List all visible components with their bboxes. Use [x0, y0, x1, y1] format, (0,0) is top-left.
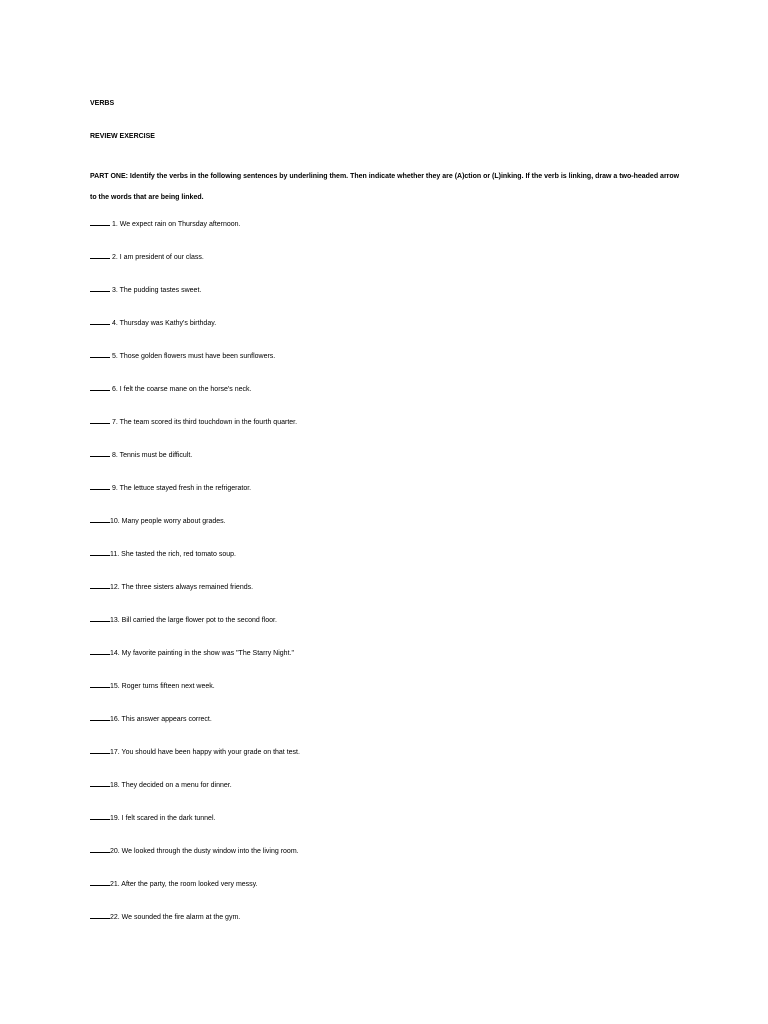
- answer-blank[interactable]: [90, 481, 110, 490]
- list-item: [90, 613, 300, 646]
- item-number: 9.: [110, 485, 118, 492]
- item-number: 12.: [110, 584, 120, 591]
- item-number: 2.: [110, 254, 118, 261]
- answer-blank[interactable]: [90, 448, 110, 457]
- item-sentence: My favorite painting in the show was "The Starry Night.": [119, 650, 294, 657]
- answer-blank[interactable]: [90, 514, 110, 523]
- item-number: 17.: [110, 749, 120, 756]
- item-sentence: After the party, the room looked very messy.: [119, 881, 258, 888]
- list-item: [90, 514, 300, 547]
- answer-blank[interactable]: [90, 613, 110, 622]
- item-sentence: I am president of our class.: [117, 254, 204, 261]
- list-item: [90, 712, 300, 745]
- item-number: 4.: [110, 320, 118, 327]
- item-number: 20.: [110, 848, 120, 855]
- item-sentence: We sounded the fire alarm at the gym.: [119, 914, 241, 921]
- item-sentence: I felt the coarse mane on the horse's neck.: [117, 386, 252, 393]
- item-number: 8.: [110, 452, 118, 459]
- answer-blank[interactable]: [90, 349, 110, 358]
- item-sentence: The pudding tastes sweet.: [117, 287, 202, 294]
- document-subtitle: REVIEW EXERCISE: [90, 133, 155, 140]
- list-item: [90, 250, 300, 283]
- item-number: 14.: [110, 650, 120, 657]
- list-item: [90, 811, 300, 844]
- exercise-list: [90, 217, 300, 943]
- item-number: 7.: [110, 419, 118, 426]
- answer-blank[interactable]: [90, 646, 110, 655]
- item-number: 15.: [110, 683, 120, 690]
- item-number: 13.: [110, 617, 120, 624]
- item-sentence: The three sisters always remained friends.: [119, 584, 254, 591]
- answer-blank[interactable]: [90, 217, 110, 226]
- item-sentence: I felt scared in the dark tunnel.: [119, 815, 216, 822]
- answer-blank[interactable]: [90, 316, 110, 325]
- answer-blank[interactable]: [90, 382, 110, 391]
- answer-blank[interactable]: [90, 778, 110, 787]
- list-item: [90, 481, 300, 514]
- answer-blank[interactable]: [90, 811, 110, 820]
- answer-blank[interactable]: [90, 547, 110, 556]
- list-item: [90, 877, 300, 910]
- answer-blank[interactable]: [90, 250, 110, 259]
- item-number: 18.: [110, 782, 120, 789]
- answer-blank[interactable]: [90, 910, 110, 919]
- list-item: [90, 382, 300, 415]
- item-number: 6.: [110, 386, 118, 393]
- list-item: [90, 283, 300, 316]
- answer-blank[interactable]: [90, 415, 110, 424]
- answer-blank[interactable]: [90, 745, 110, 754]
- list-item: [90, 316, 300, 349]
- list-item: [90, 745, 300, 778]
- list-item: [90, 547, 300, 580]
- list-item: [90, 679, 300, 712]
- item-sentence: They decided on a menu for dinner.: [119, 782, 232, 789]
- item-number: 22.: [110, 914, 120, 921]
- item-number: 16.: [110, 716, 120, 723]
- list-item: [90, 580, 300, 613]
- item-number: 5.: [110, 353, 118, 360]
- item-sentence: Tennis must be difficult.: [117, 452, 193, 459]
- item-number: 11.: [110, 551, 120, 558]
- item-sentence: We expect rain on Thursday afternoon.: [117, 221, 241, 228]
- item-sentence: Bill carried the large flower pot to the second floor.: [119, 617, 277, 624]
- item-number: 1.: [110, 221, 118, 228]
- list-item: [90, 349, 300, 382]
- answer-blank[interactable]: [90, 283, 110, 292]
- item-number: 10.: [110, 518, 120, 525]
- item-sentence: Those golden flowers must have been sunflowers.: [117, 353, 276, 360]
- item-sentence: The team scored its third touchdown in the fourth quarter.: [117, 419, 298, 426]
- item-number: 3.: [110, 287, 118, 294]
- list-item: [90, 217, 300, 250]
- document-title: VERBS: [90, 100, 115, 107]
- item-sentence: You should have been happy with your grade on that test.: [119, 749, 300, 756]
- answer-blank[interactable]: [90, 580, 110, 589]
- item-sentence: The lettuce stayed fresh in the refrigerator.: [117, 485, 252, 492]
- list-item: [90, 910, 300, 943]
- list-item: [90, 778, 300, 811]
- item-sentence: Many people worry about grades.: [119, 518, 226, 525]
- list-item: [90, 448, 300, 481]
- item-number: 19.: [110, 815, 120, 822]
- answer-blank[interactable]: [90, 877, 110, 886]
- list-item: [90, 646, 300, 679]
- answer-blank[interactable]: [90, 712, 110, 721]
- item-sentence: We looked through the dusty window into the living room.: [119, 848, 299, 855]
- item-number: 21.: [110, 881, 120, 888]
- item-sentence: Roger turns fifteen next week.: [119, 683, 215, 690]
- part-one-instructions: PART ONE: Identify the verbs in the following sentences by underlining them. Then indicate whether they are (A)ction or (L)inking. If the verb is linking, draw a two-headed arrow to the words that are being linked.: [90, 173, 680, 201]
- item-sentence: She tasted the rich, red tomato soup.: [119, 551, 236, 558]
- answer-blank[interactable]: [90, 679, 110, 688]
- list-item: [90, 415, 300, 448]
- item-sentence: Thursday was Kathy's birthday.: [117, 320, 217, 327]
- answer-blank[interactable]: [90, 844, 110, 853]
- list-item: [90, 844, 300, 877]
- item-sentence: This answer appears correct.: [119, 716, 212, 723]
- worksheet-page: [90, 0, 690, 1024]
